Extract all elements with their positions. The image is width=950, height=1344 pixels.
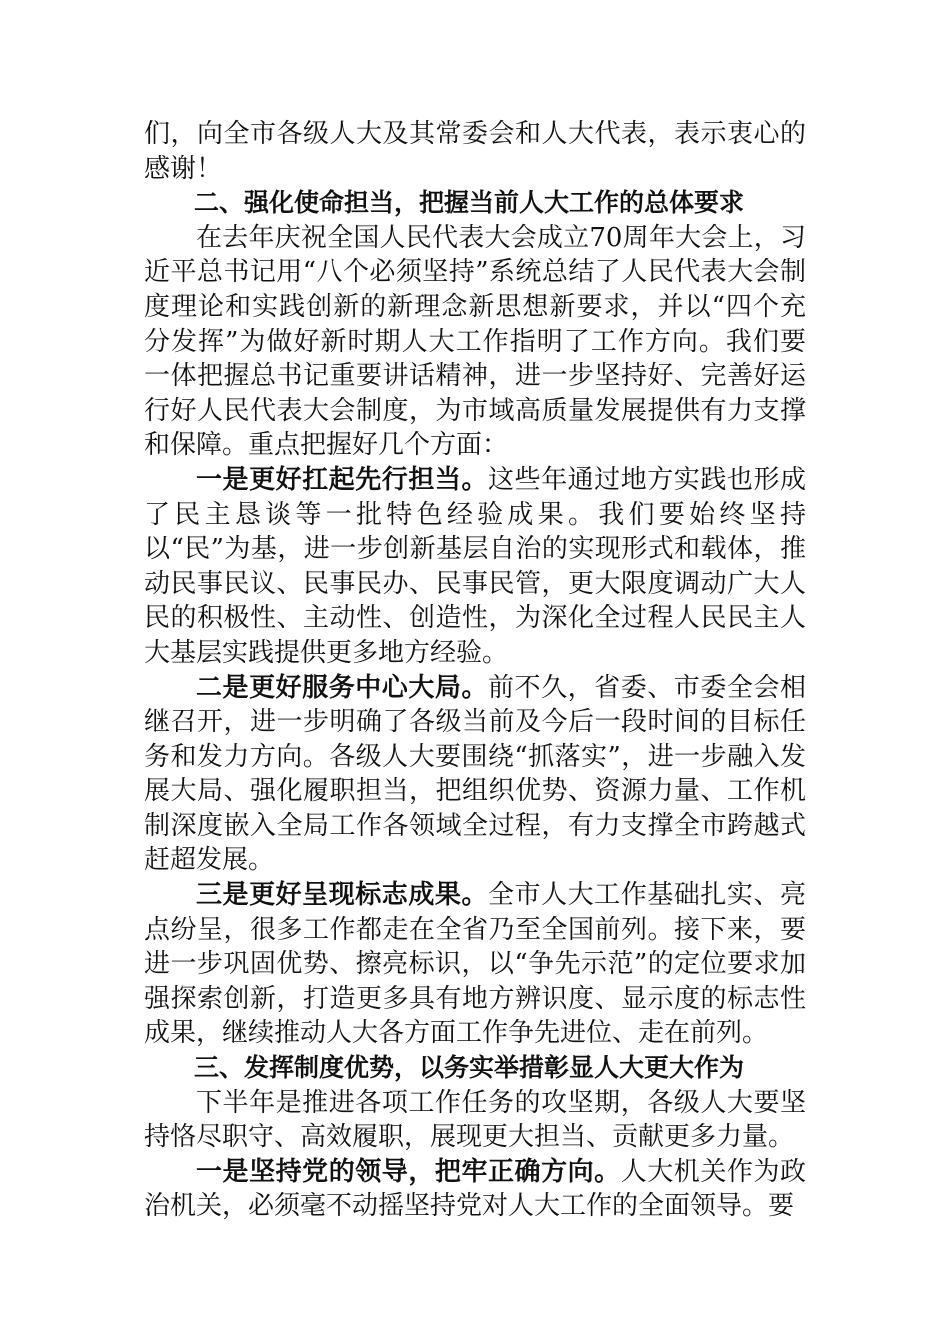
point-3-lead: 三是更好呈现标志成果。 (196, 880, 488, 911)
section-heading-2: 二、强化使命担当，把握当前人大工作的总体要求 (194, 188, 745, 218)
point-4-lead: 一是坚持党的领导，把牢正确方向。 (196, 1156, 621, 1187)
point-3-body: 全市人大工作基础扎实、亮点纷呈，很多工作都走在全省乃至全国前列。接下来，要进一步巩固优势、擦亮标识，以“争先示范”的定位要求加强探索创新，打造更多具有地方辨识度、显示度的标志性成果，继续推动人大各方面工作争先进位、走在前列。 (144, 880, 806, 1049)
paragraph-continued: 们，向全市各级人大及其常委会和人大代表，表示衷心的感谢！ (144, 119, 806, 184)
point-4-body: 人大机关作为政治机关，必须毫不动摇坚持党对人大工作的全面领导。要 (144, 1156, 806, 1222)
paragraph-point-1 (144, 463, 806, 671)
point-1-body: 这些年通过地方实践也形成了民主恳谈等一批特色经验成果。我们要始终坚持以“民”为基，进一步创新基层自治的实现形式和载体，推动民事民议、民事民办、民事民管，更大限度调动广大人民的积极性、主动性、创造性，为深化全过程人民民主人大基层实践提供更多地方经验。 (144, 464, 806, 668)
paragraph-intro-3: 下半年是推进各项工作任务的攻坚期，各级人大要坚持恪尽职守、高效履职，展现更大担当、贡献更多力量。 (144, 1087, 806, 1153)
document-page (144, 117, 806, 1224)
paragraph-intro-2: 在去年庆祝全国人民代表大会成立70周年大会上，习近平总书记用“八个必须坚持”系统总结了人民代表大会制度理论和实践创新的新理念新思想新要求，并以“四个充分发挥”为做好新时期人大工作指明了工作方向。我们要一体把握总书记重要讲话精神，进一步坚持好、完善好运行好人民代表大会制度，为市域高质量发展提供有力支撑和保障。重点把握好几个方面： (144, 222, 806, 461)
point-2-body: 前不久，省委、市委全会相继召开，进一步明确了各级当前及今后一段时间的目标任务和发力方向。各级人大要围绕“抓落实”，进一步融入发展大局、强化履职担当，把组织优势、资源力量、工作机制深度嵌入全局工作各领域全过程，有力支撑全市跨越式赶超发展。 (144, 672, 806, 876)
paragraph-point-4 (144, 1155, 806, 1224)
point-2-lead: 二是更好服务中心大局。 (196, 672, 488, 703)
paragraph-point-2 (144, 671, 806, 879)
point-1-lead: 一是更好扛起先行担当。 (196, 464, 488, 495)
paragraph-point-3 (144, 878, 806, 1051)
section-heading-3: 三、发挥制度优势，以务实举措彰显人大更大作为 (194, 1053, 745, 1083)
